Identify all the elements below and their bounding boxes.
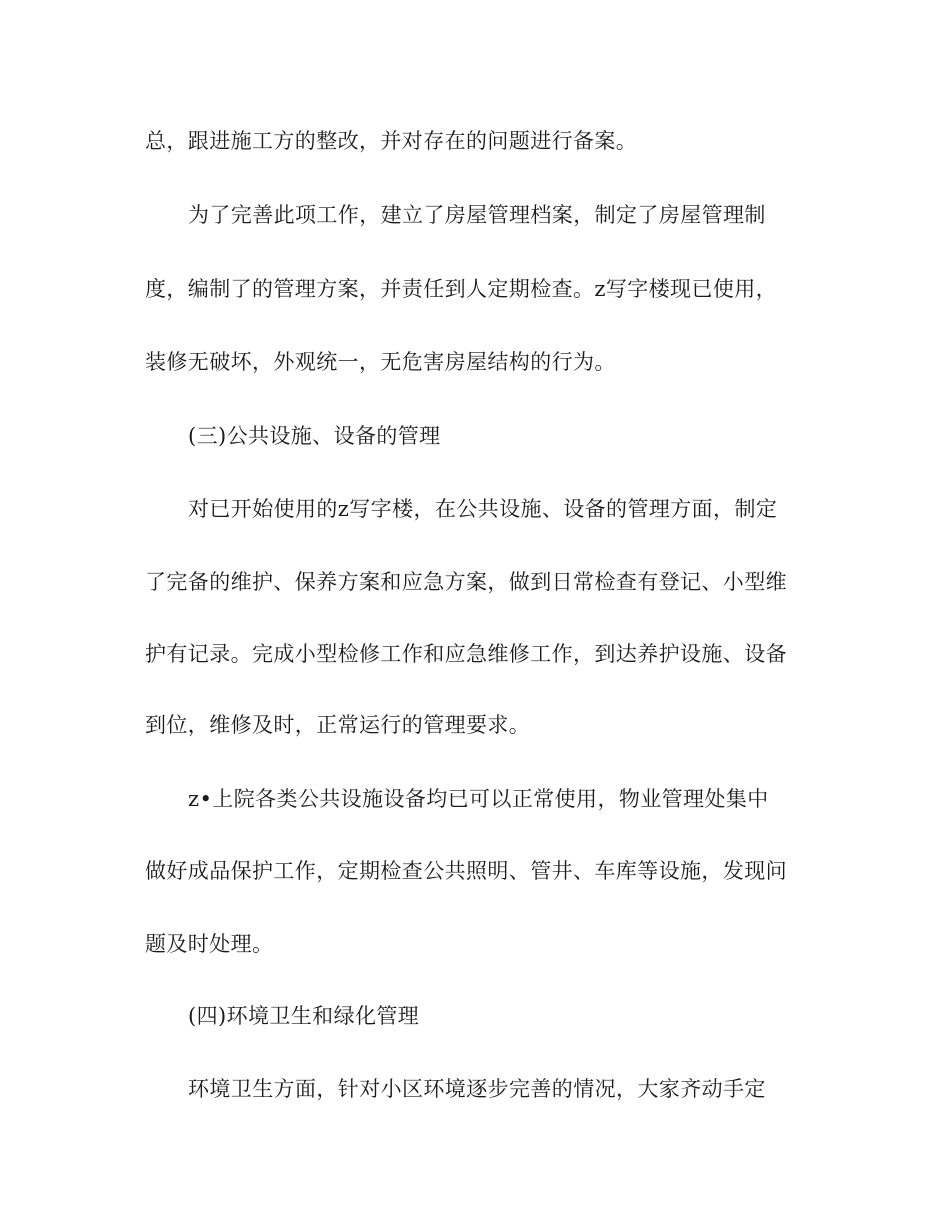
section-heading: (三)公共设施、设备的管理 <box>188 424 441 448</box>
paragraph-line: 度，编制了的管理方案，并责任到人定期检查。z写字楼现已使用， <box>145 277 778 301</box>
paragraph-line: 装修无破坏，外观统一，无危害房屋结构的行为。 <box>145 350 616 374</box>
paragraph-line: z•上院各类公共设施设备均已可以正常使用，物业管理处集中 <box>188 787 769 811</box>
paragraph-line: 环境卫生方面，针对小区环境逐步完善的情况，大家齐动手定 <box>188 1077 766 1101</box>
paragraph-line: 护有记录。完成小型检修工作和应急维修工作，到达养护设施、设备 <box>145 642 787 666</box>
paragraph-line: 为了完善此项工作，建立了房屋管理档案，制定了房屋管理制 <box>188 203 766 227</box>
paragraph-line: 做好成品保护工作，定期检查公共照明、管井、车库等设施，发现问 <box>145 859 787 883</box>
paragraph-line: 题及时处理。 <box>145 932 274 956</box>
paragraph-line: 总，跟进施工方的整改，并对存在的问题进行备案。 <box>145 129 638 153</box>
section-heading: (四)环境卫生和绿化管理 <box>188 1004 420 1028</box>
paragraph-line: 到位，维修及时，正常运行的管理要求。 <box>145 713 531 737</box>
paragraph-line: 了完备的维护、保养方案和应急方案，做到日常检查有登记、小型维 <box>145 570 787 594</box>
paragraph-line: 对已开始使用的z写字楼，在公共设施、设备的管理方面，制定 <box>188 497 778 521</box>
